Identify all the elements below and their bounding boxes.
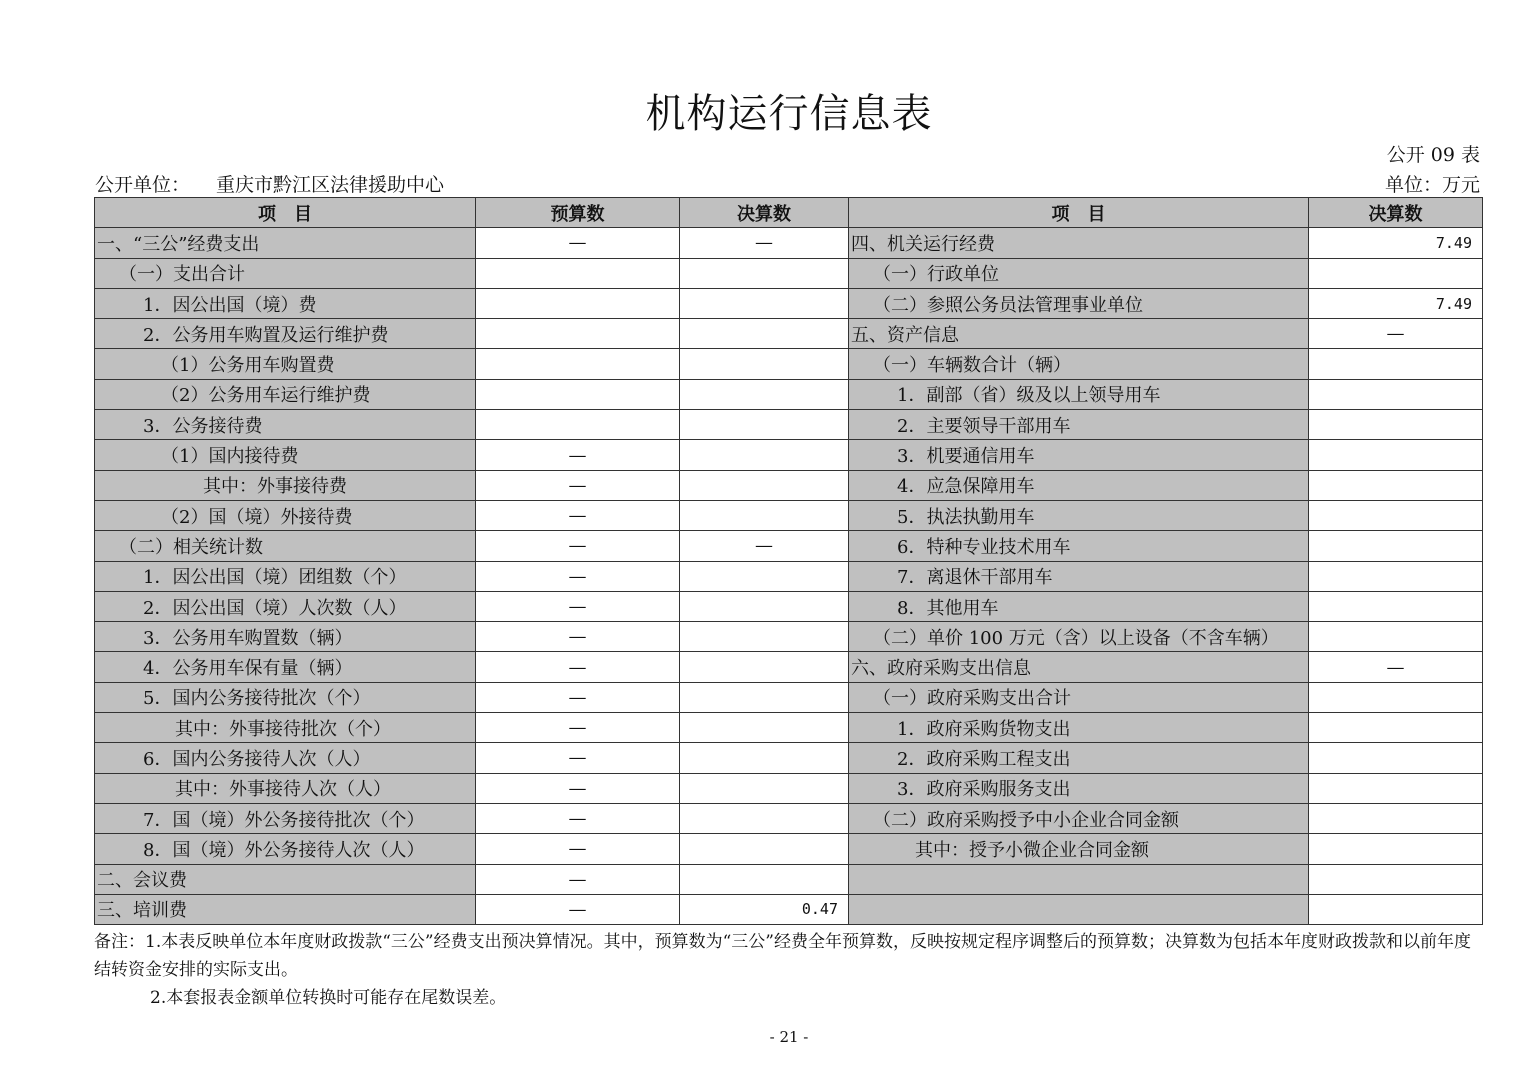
right-item-cell: 7．离退休干部用车	[849, 561, 1309, 591]
budget-cell	[476, 349, 680, 379]
final-cell	[680, 682, 849, 712]
reporting-unit-name: 重庆市黔江区法律援助中心	[216, 174, 445, 196]
budget-cell: —	[476, 864, 680, 894]
right-item-cell: （二）政府采购授予中小企业合同金额	[849, 803, 1309, 833]
right-final-cell: 7.49	[1309, 228, 1483, 258]
left-item-cell: 6．国内公务接待人次（人）	[95, 743, 476, 773]
budget-cell: —	[476, 803, 680, 833]
right-item-cell: 四、机关运行经费	[849, 228, 1309, 258]
final-cell	[680, 349, 849, 379]
left-item-cell: 其中：外事接待批次（个）	[95, 713, 476, 743]
left-item-cell: 一、“三公”经费支出	[95, 228, 476, 258]
header-item-left: 项 目	[95, 198, 476, 228]
right-final-cell	[1309, 410, 1483, 440]
info-table	[94, 197, 1483, 925]
left-item-cell: （1）国内接待费	[95, 440, 476, 470]
right-item-cell: 其中：授予小微企业合同金额	[849, 834, 1309, 864]
final-cell	[680, 258, 849, 288]
table-row	[95, 440, 1483, 470]
left-item-cell: 1．因公出国（境）费	[95, 288, 476, 318]
right-item-cell: 3．机要通信用车	[849, 440, 1309, 470]
right-item-cell: （二）参照公务员法管理事业单位	[849, 288, 1309, 318]
final-cell	[680, 713, 849, 743]
table-row	[95, 652, 1483, 682]
budget-cell: —	[476, 743, 680, 773]
final-cell	[680, 500, 849, 530]
table-row	[95, 894, 1483, 924]
left-item-cell: 其中：外事接待人次（人）	[95, 773, 476, 803]
right-item-cell: （二）单价 100 万元（含）以上设备（不含车辆）	[849, 622, 1309, 652]
right-item-cell: 4．应急保障用车	[849, 470, 1309, 500]
left-item-cell: 4．公务用车保有量（辆）	[95, 652, 476, 682]
final-cell	[680, 288, 849, 318]
reporting-unit	[95, 170, 444, 197]
budget-cell	[476, 410, 680, 440]
note-2: 2.本套报表金额单位转换时可能存在尾数误差。	[150, 988, 507, 1008]
right-item-cell: 1．副部（省）级及以上领导用车	[849, 379, 1309, 409]
right-item-cell: 五、资产信息	[849, 319, 1309, 349]
budget-cell: —	[476, 682, 680, 712]
final-cell	[680, 410, 849, 440]
left-item-cell: 3．公务用车购置数（辆）	[95, 622, 476, 652]
right-item-cell: 3．政府采购服务支出	[849, 773, 1309, 803]
final-cell	[680, 319, 849, 349]
table-row	[95, 470, 1483, 500]
budget-cell: —	[476, 440, 680, 470]
final-cell	[680, 470, 849, 500]
table-row	[95, 682, 1483, 712]
final-cell: 0.47	[680, 894, 849, 924]
right-item-cell: （一）车辆数合计（辆）	[849, 349, 1309, 379]
left-item-cell: （1）公务用车购置费	[95, 349, 476, 379]
budget-cell	[476, 379, 680, 409]
table-row	[95, 773, 1483, 803]
header-budget: 预算数	[476, 198, 680, 228]
right-final-cell	[1309, 743, 1483, 773]
table-row	[95, 258, 1483, 288]
right-final-cell	[1309, 561, 1483, 591]
header-final: 决算数	[680, 198, 849, 228]
table-row	[95, 500, 1483, 530]
budget-cell	[476, 319, 680, 349]
right-item-cell	[849, 894, 1309, 924]
table-row	[95, 228, 1483, 258]
right-final-cell	[1309, 258, 1483, 288]
table-row	[95, 379, 1483, 409]
right-final-cell	[1309, 349, 1483, 379]
money-unit: 单位：万元	[1384, 174, 1480, 196]
right-item-cell: （一）政府采购支出合计	[849, 682, 1309, 712]
right-final-cell	[1309, 531, 1483, 561]
right-item-cell: 2．政府采购工程支出	[849, 743, 1309, 773]
right-final-cell	[1309, 379, 1483, 409]
table-row	[95, 531, 1483, 561]
left-item-cell: 其中：外事接待费	[95, 470, 476, 500]
page-number: - 21 -	[769, 1028, 809, 1046]
table-row	[95, 349, 1483, 379]
budget-cell: —	[476, 591, 680, 621]
budget-cell: —	[476, 531, 680, 561]
left-item-cell: 7．国（境）外公务接待批次（个）	[95, 803, 476, 833]
right-final-cell	[1309, 500, 1483, 530]
left-item-cell: （2）国（境）外接待费	[95, 500, 476, 530]
table-row	[95, 803, 1483, 833]
right-item-cell: 8．其他用车	[849, 591, 1309, 621]
right-item-cell: 2．主要领导干部用车	[849, 410, 1309, 440]
table-row	[95, 864, 1483, 894]
right-final-cell	[1309, 591, 1483, 621]
budget-cell: —	[476, 834, 680, 864]
final-cell: —	[680, 531, 849, 561]
header-item-right: 项 目	[849, 198, 1309, 228]
final-cell	[680, 834, 849, 864]
right-item-cell: 5．执法执勤用车	[849, 500, 1309, 530]
budget-cell: —	[476, 652, 680, 682]
left-item-cell: 1．因公出国（境）团组数（个）	[95, 561, 476, 591]
left-item-cell: 3．公务接待费	[95, 410, 476, 440]
right-final-cell	[1309, 864, 1483, 894]
final-cell	[680, 864, 849, 894]
table-row	[95, 591, 1483, 621]
budget-cell: —	[476, 713, 680, 743]
right-final-cell	[1309, 682, 1483, 712]
budget-cell: —	[476, 773, 680, 803]
table-row	[95, 288, 1483, 318]
right-final-cell	[1309, 894, 1483, 924]
right-final-cell	[1309, 440, 1483, 470]
table-row	[95, 622, 1483, 652]
table-header-row	[95, 198, 1483, 228]
note-1: 备注：1.本表反映单位本年度财政拨款“三公”经费支出预决算情况。其中，预算数为“三公”经费全年预算数，反映按规定程序调整后的预算数；决算数为包括本年度财政拨款和以前年度结转资金安排的实际支出。	[94, 932, 1471, 980]
left-item-cell: 2．因公出国（境）人次数（人）	[95, 591, 476, 621]
left-item-cell: 三、培训费	[95, 894, 476, 924]
right-item-cell: （一）行政单位	[849, 258, 1309, 288]
left-item-cell: 二、会议费	[95, 864, 476, 894]
page-title: 机构运行信息表	[645, 91, 933, 137]
budget-cell: —	[476, 470, 680, 500]
notes	[94, 928, 1482, 1012]
final-cell	[680, 591, 849, 621]
right-item-cell: 6．特种专业技术用车	[849, 531, 1309, 561]
left-item-cell: 8．国（境）外公务接待人次（人）	[95, 834, 476, 864]
final-cell	[680, 622, 849, 652]
form-number: 公开 09 表	[1386, 144, 1480, 166]
right-final-cell	[1309, 622, 1483, 652]
final-cell	[680, 440, 849, 470]
right-final-cell	[1309, 773, 1483, 803]
table-row	[95, 743, 1483, 773]
table-row	[95, 713, 1483, 743]
budget-cell: —	[476, 228, 680, 258]
budget-cell	[476, 288, 680, 318]
right-final-cell: —	[1309, 319, 1483, 349]
final-cell	[680, 803, 849, 833]
right-final-cell	[1309, 803, 1483, 833]
budget-cell: —	[476, 622, 680, 652]
right-item-cell	[849, 864, 1309, 894]
right-final-cell	[1309, 834, 1483, 864]
left-item-cell: （一）支出合计	[95, 258, 476, 288]
right-final-cell: —	[1309, 652, 1483, 682]
final-cell	[680, 561, 849, 591]
table-row	[95, 410, 1483, 440]
final-cell	[680, 773, 849, 803]
left-item-cell: （二）相关统计数	[95, 531, 476, 561]
final-cell	[680, 652, 849, 682]
left-item-cell: 5．国内公务接待批次（个）	[95, 682, 476, 712]
table-row	[95, 834, 1483, 864]
reporting-unit-label: 公开单位：	[95, 174, 191, 196]
final-cell	[680, 743, 849, 773]
right-final-cell	[1309, 713, 1483, 743]
right-item-cell: 六、政府采购支出信息	[849, 652, 1309, 682]
right-final-cell: 7.49	[1309, 288, 1483, 318]
header-final-right: 决算数	[1309, 198, 1483, 228]
unit-line	[95, 170, 1480, 196]
budget-cell: —	[476, 894, 680, 924]
final-cell: —	[680, 228, 849, 258]
table-row	[95, 561, 1483, 591]
left-item-cell: 2．公务用车购置及运行维护费	[95, 319, 476, 349]
budget-cell	[476, 258, 680, 288]
table-row	[95, 319, 1483, 349]
budget-cell: —	[476, 500, 680, 530]
table-body	[95, 228, 1483, 925]
right-final-cell	[1309, 470, 1483, 500]
right-item-cell: 1．政府采购货物支出	[849, 713, 1309, 743]
budget-cell: —	[476, 561, 680, 591]
final-cell	[680, 379, 849, 409]
left-item-cell: （2）公务用车运行维护费	[95, 379, 476, 409]
